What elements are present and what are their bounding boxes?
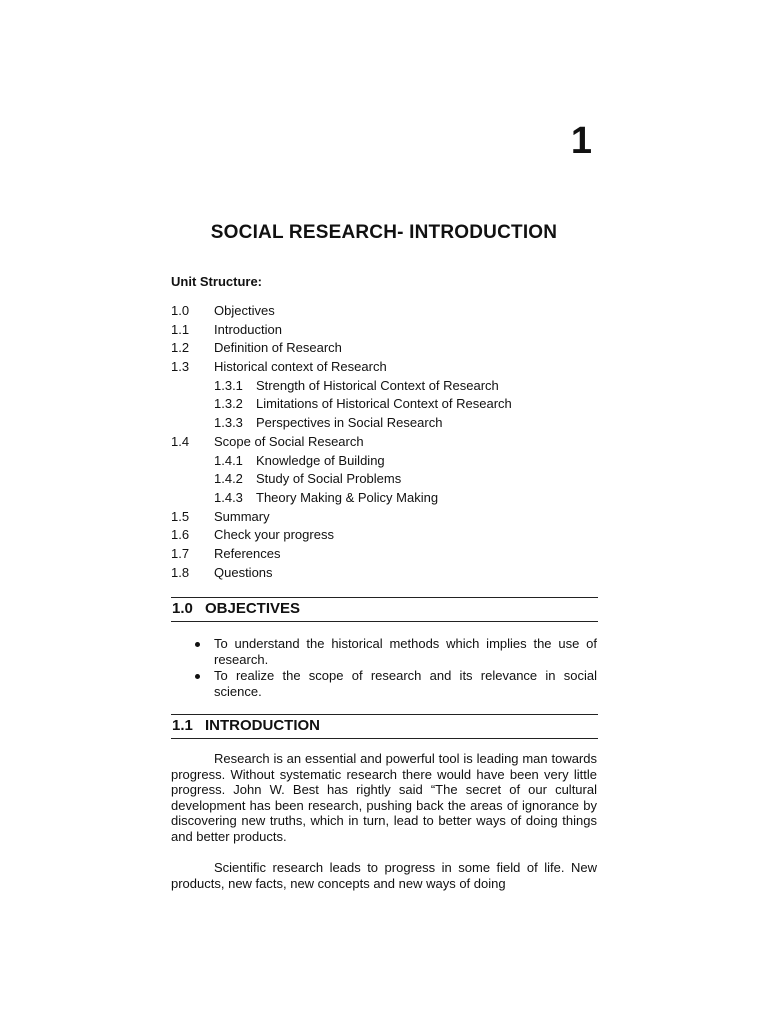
chapter-title: SOCIAL RESEARCH- INTRODUCTION	[210, 222, 558, 243]
toc-item	[171, 508, 601, 527]
toc-item-number: 1.7	[171, 545, 190, 561]
unit-structure-label: Unit Structure:	[171, 274, 262, 289]
toc-item	[171, 489, 601, 508]
toc-item	[171, 545, 601, 564]
toc-item-number: 1.5	[171, 508, 190, 524]
objectives-list	[171, 636, 597, 700]
toc-item	[171, 564, 601, 583]
paragraph: Research is an essential and powerful tool is leading man towards progress. Without systematic research there would have been very little progress. John W. Best has rightly said “The secret of our cultural development has been research, pushing back the areas of ignorance by discovering new truths, which in turn, lead to better ways of doing things and better products.	[171, 751, 597, 844]
toc-item-number: 1.4.3	[214, 489, 243, 505]
toc-item	[171, 433, 601, 452]
bullet-icon	[195, 674, 200, 679]
list-item	[171, 668, 597, 699]
toc-item	[171, 470, 601, 489]
toc-item	[171, 339, 601, 358]
section-heading-objectives	[171, 597, 598, 622]
toc-item-number: 1.3.2	[214, 396, 243, 412]
list-item-text: To realize the scope of research and its relevance in social science.	[214, 668, 597, 699]
toc-item-text: References	[214, 545, 281, 561]
toc-item-text: Knowledge of Building	[256, 452, 385, 468]
toc-item	[171, 321, 601, 340]
section-title: OBJECTIVES	[205, 600, 301, 617]
toc-item-text: Perspectives in Social Research	[256, 415, 443, 431]
toc-item	[171, 526, 601, 545]
chapter-number: 1	[570, 120, 592, 162]
toc-item-text: Introduction	[214, 321, 282, 337]
table-of-contents	[171, 302, 601, 582]
toc-item-text: Questions	[214, 564, 273, 580]
toc-item	[171, 302, 601, 321]
toc-item-text: Summary	[214, 508, 270, 524]
toc-item-number: 1.1	[171, 321, 190, 337]
toc-item	[171, 414, 601, 433]
toc-item-text: Theory Making & Policy Making	[256, 489, 439, 505]
section-number: 1.0	[172, 600, 193, 617]
toc-item-number: 1.4	[171, 433, 190, 449]
toc-item-text: Scope of Social Research	[214, 433, 364, 449]
toc-item-text: Study of Social Problems	[256, 471, 402, 487]
toc-item-number: 1.6	[171, 527, 190, 543]
introduction-body	[171, 751, 597, 891]
paragraph: Scientific research leads to progress in some field of life. New products, new facts, new concepts and new ways of doing	[171, 860, 597, 891]
toc-item	[171, 358, 601, 377]
toc-item-text: Objectives	[214, 303, 275, 318]
toc-item	[171, 452, 601, 471]
section-number: 1.1	[172, 717, 193, 734]
toc-item-number: 1.3	[171, 359, 190, 375]
toc-item-text: Limitations of Historical Context of Research	[256, 396, 512, 412]
toc-item-text: Check your progress	[214, 527, 334, 543]
toc-item-number: 1.0	[171, 303, 190, 318]
section-heading-introduction	[171, 714, 598, 739]
toc-item-number: 1.2	[171, 340, 190, 356]
toc-item	[171, 395, 601, 414]
toc-item-number: 1.3.3	[214, 415, 243, 431]
toc-item	[171, 377, 601, 396]
toc-item-text: Strength of Historical Context of Research	[256, 377, 499, 393]
toc-item-number: 1.4.1	[214, 452, 243, 468]
section-title: INTRODUCTION	[205, 717, 320, 734]
toc-item-number: 1.4.2	[214, 471, 243, 487]
toc-item-number: 1.8	[171, 564, 190, 580]
bullet-icon	[195, 642, 200, 647]
toc-item-text: Historical context of Research	[214, 359, 387, 375]
toc-item-text: Definition of Research	[214, 340, 342, 356]
list-item	[171, 636, 597, 667]
toc-item-number: 1.3.1	[214, 377, 243, 393]
list-item-text: To understand the historical methods which implies the use of research.	[214, 636, 597, 667]
